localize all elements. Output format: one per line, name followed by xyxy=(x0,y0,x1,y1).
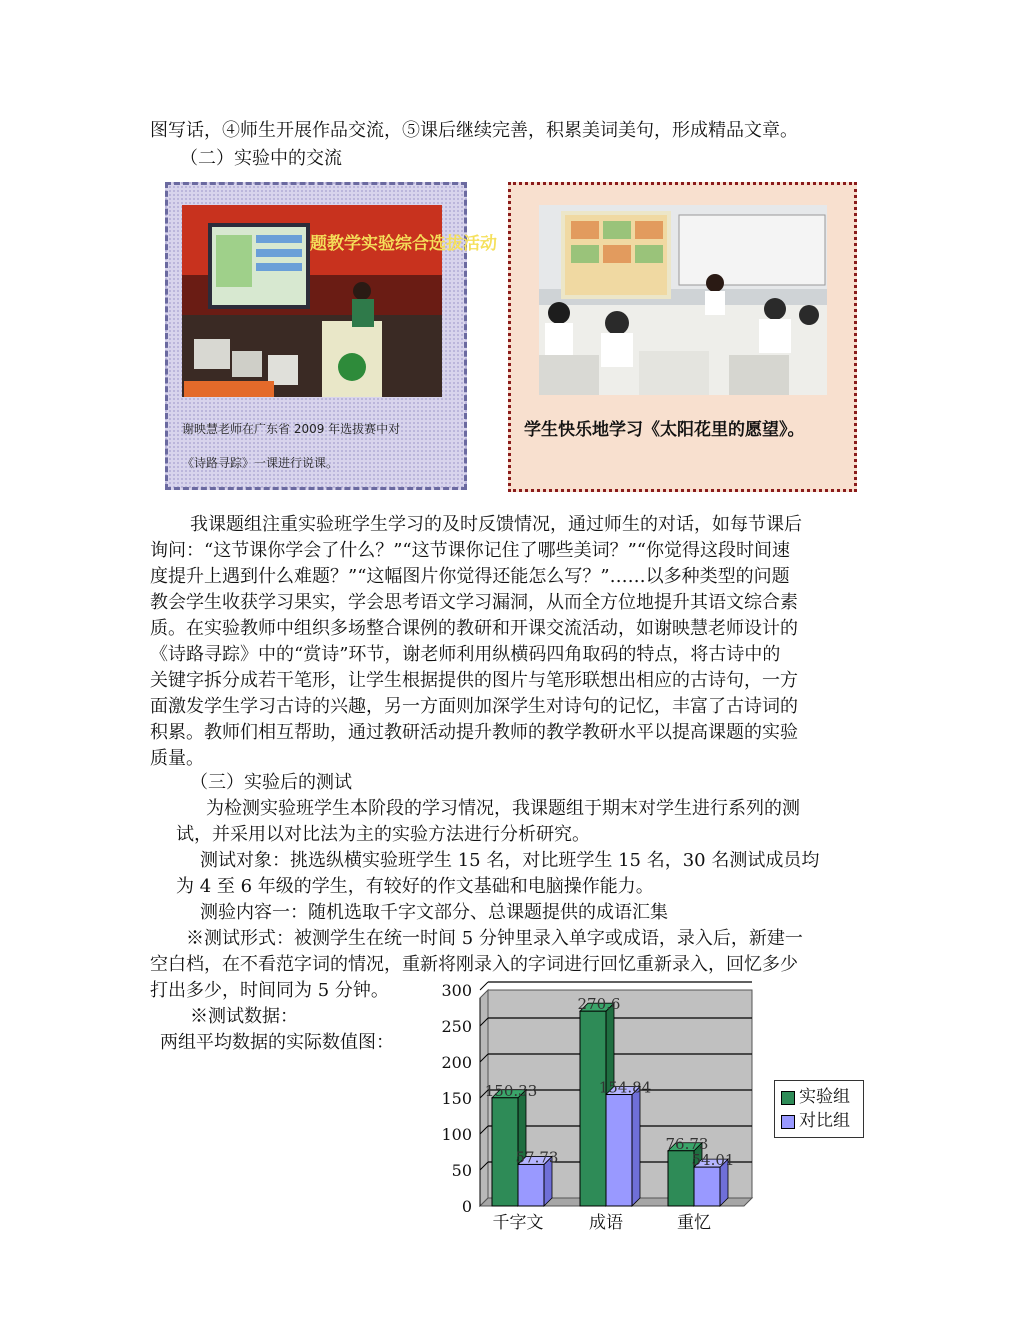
x-tick-label: 重忆 xyxy=(677,1213,711,1233)
bar-control xyxy=(518,1164,544,1206)
para3-line1: 测试对象：挑选纵横实验班学生 15 名，对比班学生 15 名，30 名测试成员均 xyxy=(200,850,820,871)
para3-line2: 为 4 至 6 年级的学生，有较好的作文基础和电脑操作能力。 xyxy=(176,876,654,897)
photo-left-caption-line1: 谢映慧老师在广东省 2009 年选拔赛中对 xyxy=(182,422,401,436)
legend-label-experimental: 实验组 xyxy=(799,1087,850,1107)
paragraph-line: 《诗路寻踪》中的“赏诗”环节，谢老师利用纵横码四角取码的特点，将古诗中的 xyxy=(150,644,781,665)
section2-heading: （二）实验中的交流 xyxy=(180,148,342,169)
y-tick-label: 50 xyxy=(451,1161,472,1180)
bar-experimental xyxy=(668,1151,694,1206)
intro-line: 图写话，④师生开展作品交流，⑤课后继续完善，积累美词美句，形成精品文章。 xyxy=(150,120,798,141)
data-label: 76.73 xyxy=(665,1134,709,1153)
photo-frame-right xyxy=(508,182,857,492)
data-label: 154.84 xyxy=(598,1078,652,1097)
y-tick-label: 200 xyxy=(441,1053,472,1072)
legend-label-control: 对比组 xyxy=(799,1111,850,1131)
para2-line2: 试，并采用以对比法为主的实验方法进行分析研究。 xyxy=(176,824,590,845)
photo-right xyxy=(539,205,827,395)
bar-control xyxy=(694,1167,720,1206)
photo-left-banner: 题教学实验综合选拔活动 xyxy=(310,234,497,254)
x-tick-label: 成语 xyxy=(589,1213,623,1233)
photo-left xyxy=(182,205,497,397)
photo-left-caption-line2: 《诗路寻踪》一课进行说课。 xyxy=(182,456,339,470)
data-label: 150.33 xyxy=(484,1081,538,1100)
paragraph-line: 面激发学生学习古诗的兴趣，另一方面则加深学生对诗句的记忆，丰富了古诗词的 xyxy=(150,696,798,717)
y-tick-label: 0 xyxy=(461,1197,472,1216)
para4-line: 测验内容一：随机选取千字文部分、总课题提供的成语汇集 xyxy=(200,902,668,923)
legend-swatch-control xyxy=(781,1115,795,1129)
paragraph-line: 质。在实验教师中组织多场整合课例的教研和开课交流活动，如谢映慧老师设计的 xyxy=(150,618,798,639)
data-label: 57.73 xyxy=(515,1148,559,1167)
legend-item-experimental xyxy=(781,1087,850,1107)
paragraph-line: 质量。 xyxy=(150,748,204,769)
legend-item-control xyxy=(781,1111,850,1131)
data-label: 270.6 xyxy=(577,995,621,1014)
y-tick-label: 250 xyxy=(441,1017,472,1036)
test-data-label: ※测试数据： xyxy=(190,1006,298,1027)
photo-frame-left xyxy=(165,182,497,490)
para5-line3: 打出多少，时间同为 5 分钟。 xyxy=(150,980,389,1001)
bar-experimental xyxy=(580,1011,606,1206)
chart-legend xyxy=(774,1080,864,1138)
chart-gridline-side xyxy=(480,982,488,990)
paragraph-feedback xyxy=(150,512,870,772)
y-tick-label: 150 xyxy=(441,1089,472,1108)
paragraph-line: 教会学生收获学习果实，学会思考语文学习漏洞，从而全方位地提升其语文综合素 xyxy=(150,592,798,613)
paragraph-line: 询问：“这节课你学会了什么？”“这节课你记住了哪些美词？”“你觉得这段时间速 xyxy=(150,540,791,561)
y-tick-label: 300 xyxy=(441,981,472,1000)
paragraph-line: 我课题组注重实验班学生学习的及时反馈情况，通过师生的对话，如每节课后 xyxy=(190,514,802,535)
section3-heading: （三）实验后的测试 xyxy=(190,772,352,793)
bar-chart xyxy=(420,980,770,1235)
para5-line1: ※测试形式：被测学生在统一时间 5 分钟里录入单字或成语，录入后，新建一 xyxy=(186,928,803,949)
para2-line1: 为检测实验班学生本阶段的学习情况，我课题组于期末对学生进行系列的测 xyxy=(206,798,800,819)
data-label: 54.01 xyxy=(691,1151,735,1170)
photo-right-caption: 学生快乐地学习《太阳花里的愿望》。 xyxy=(524,420,805,440)
x-tick-label: 千字文 xyxy=(492,1213,544,1233)
bar-side xyxy=(632,1087,640,1206)
bar-experimental xyxy=(492,1098,518,1206)
bar-control xyxy=(606,1095,632,1206)
chart-intro: 两组平均数据的实际数值图： xyxy=(160,1032,394,1053)
paragraph-line: 关键字拆分成若干笔形，让学生根据提供的图片与笔形联想出相应的古诗句，一方 xyxy=(150,670,798,691)
para5-line2: 空白档，在不看范字词的情况，重新将刚录入的字词进行回忆重新录入，回忆多少 xyxy=(150,954,798,975)
legend-swatch-experimental xyxy=(781,1091,795,1105)
paragraph-line: 积累。教师们相互帮助，通过教研活动提升教师的教学教研水平以提高课题的实验 xyxy=(150,722,798,743)
y-tick-label: 100 xyxy=(441,1125,472,1144)
paragraph-line: 度提升上遇到什么难题？”“这幅图片你觉得还能怎么写？”……以多种类型的问题 xyxy=(150,566,790,587)
